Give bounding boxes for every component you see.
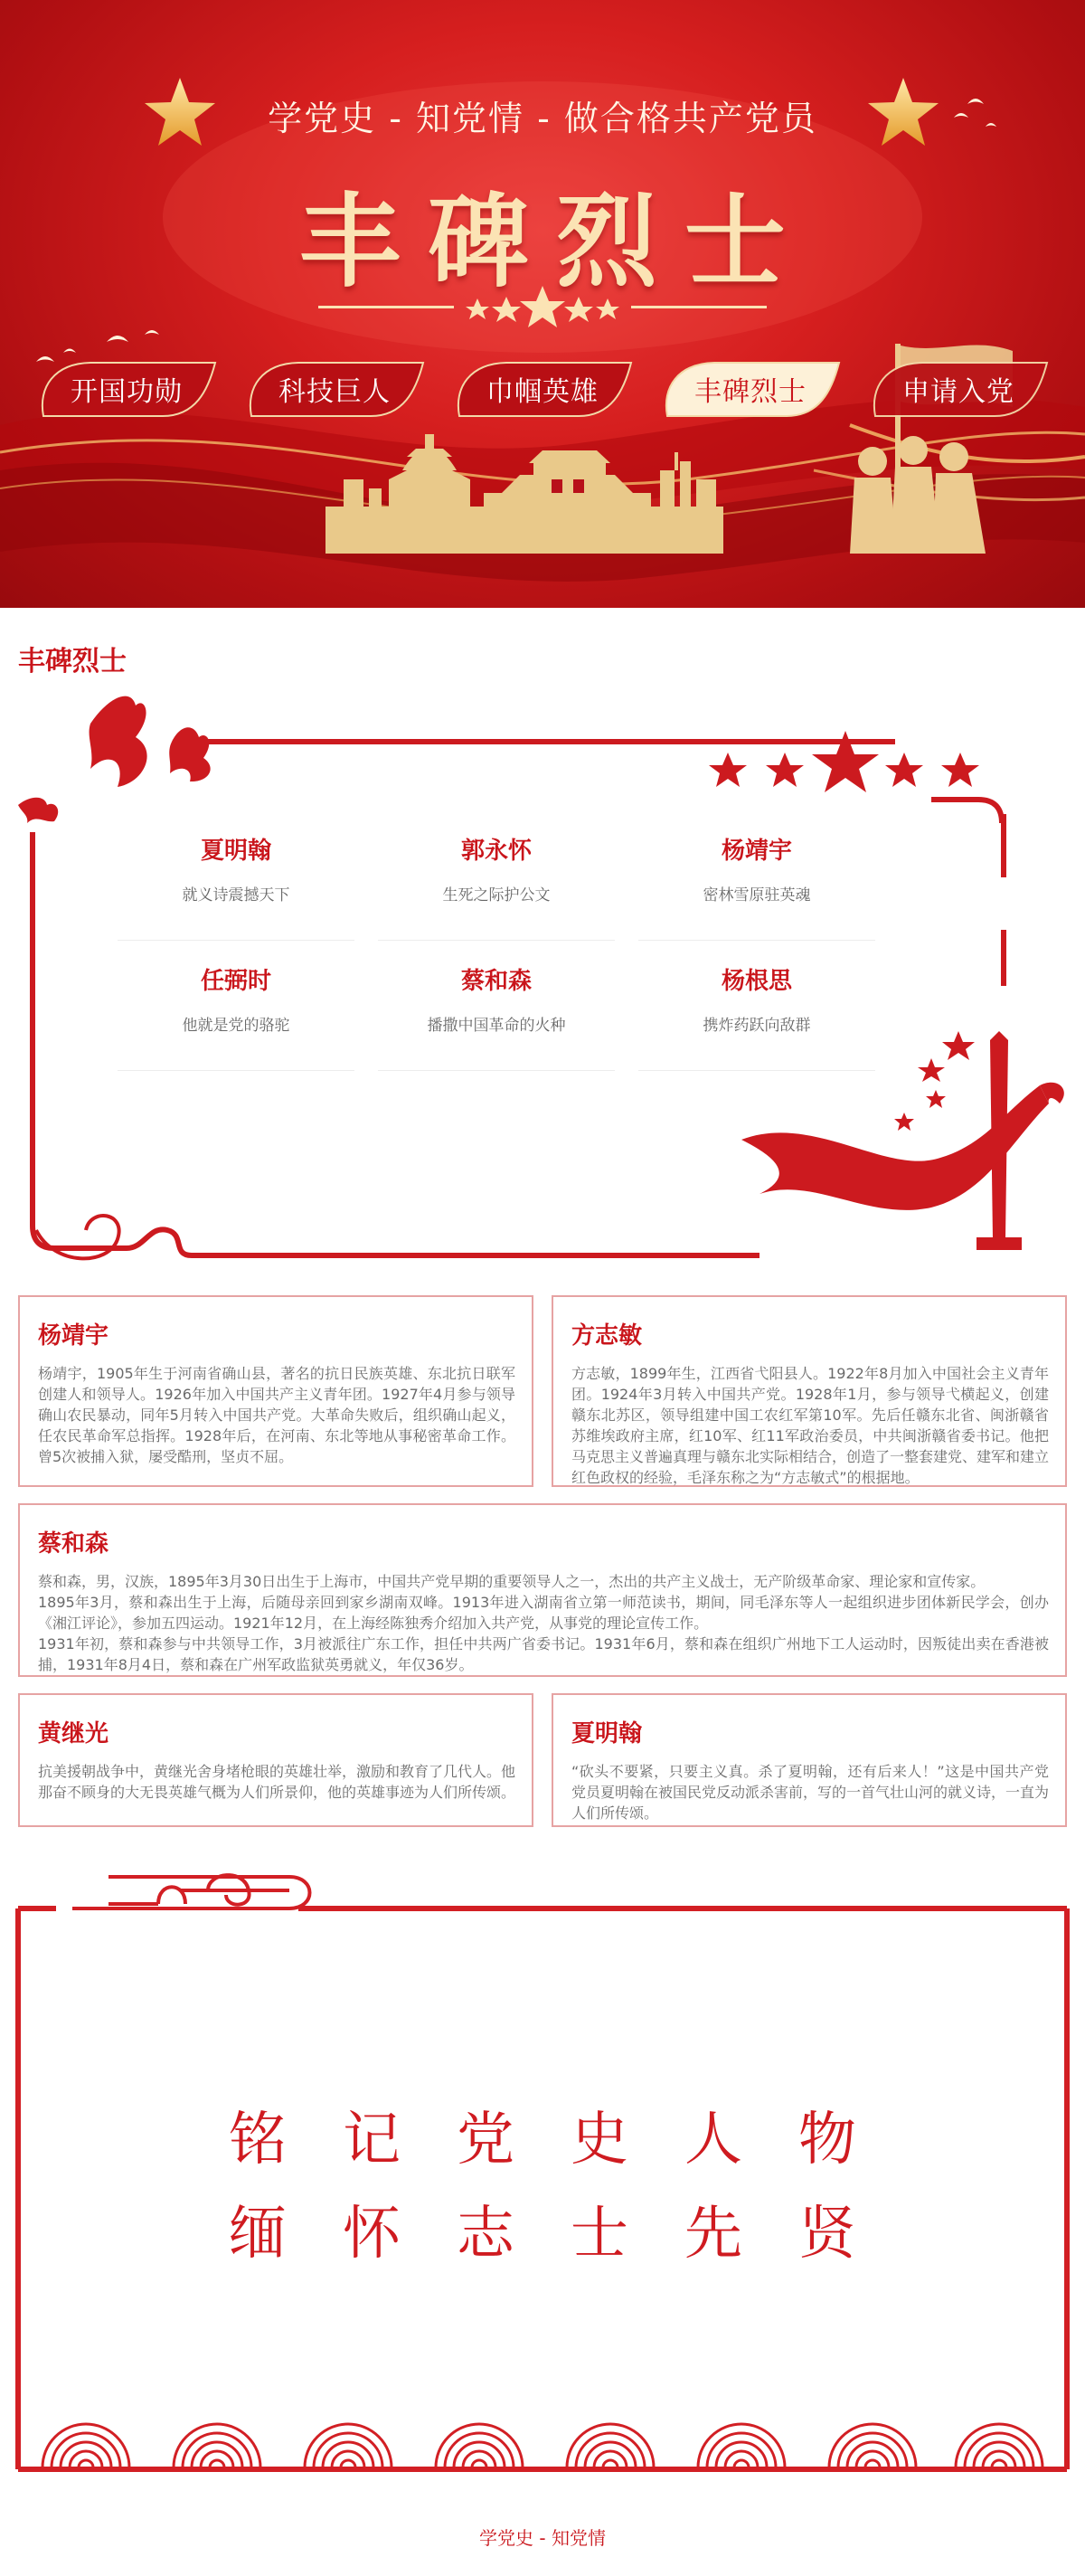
bio-text: 1895年3月，蔡和森出生于上海，后随母亲回到家乡湖南双峰。1913年进入湖南省立第一师范读书，期间，同毛泽东等人一起组织进步团体新民学会，创办《湘江评论》，参加五四运动。1921年12月，在上海经陈独秀介绍加入共产党，从事党的理论宣传工作。	[38, 1594, 1049, 1632]
hero-banner	[0, 0, 1085, 608]
martyr-card[interactable]	[118, 962, 354, 1071]
bio-card-fang-zhimin	[552, 1295, 1067, 1487]
section-title: 丰碑烈士	[18, 646, 127, 677]
bio-text: 1931年初，蔡和森参与中共领导工作，3月被派往广东工作，担任中共两广省委书记。1931年6月，蔡和森在组织广州地下工人运动时，因叛徒出卖在香港被捕，1931年8月4日，蔡和森在广州军政监狱英勇就义，年仅36岁。	[38, 1635, 1049, 1673]
bio-card-huang-jiguang	[18, 1693, 533, 1827]
martyr-name: 郭永怀	[460, 838, 532, 865]
nav-tab-label: 丰碑烈士	[694, 376, 807, 408]
cloud-scroll-icon	[72, 1875, 310, 1908]
nav-tab-label: 申请入党	[902, 376, 1014, 408]
bio-card-yang-jingyu	[18, 1295, 533, 1487]
bio-name: 方志敏	[571, 1322, 643, 1350]
bio-name: 蔡和森	[38, 1530, 109, 1558]
closing-slogan-line1: 铭记党史人物	[229, 2107, 912, 2174]
doves-icon	[18, 696, 211, 823]
footer-text: 学党史 - 知党情	[479, 2527, 606, 2549]
martyr-card[interactable]	[378, 962, 615, 1071]
martyr-card[interactable]	[118, 832, 354, 941]
nav-tab-science-giants[interactable]	[244, 360, 425, 418]
bio-name: 黄继光	[38, 1720, 109, 1747]
martyr-desc: 就义诗震撼天下	[182, 886, 290, 904]
martyr-desc: 生死之际护公文	[442, 886, 551, 904]
hero-title: 丰碑烈士	[299, 184, 813, 301]
bio-card-xia-minghan	[552, 1693, 1067, 1827]
martyr-card[interactable]	[638, 962, 875, 1071]
nav-tab-heroines[interactable]	[452, 360, 633, 418]
bio-name: 夏明翰	[571, 1720, 643, 1747]
nav-tab-founding-heroes[interactable]	[36, 360, 217, 418]
closing-slogan-line2: 缅怀志士先贤	[229, 2201, 912, 2268]
martyr-card[interactable]	[378, 832, 615, 941]
martyr-name: 蔡和森	[460, 968, 532, 995]
bio-text: 方志敏，1899年生，江西省弋阳县人。1922年8月加入中国社会主义青年团。1924年3月转入中国共产党。1928年1月，参与领导弋横起义，创建赣东北苏区，领导组建中国工农红军第10军。先后任赣东北省、闽浙赣省苏维埃政府主席，红10军、红11军政治委员，中共闽浙赣省委书记。他把马克思主义普遍真理与赣东北实际相结合，创造了一整套建党、建军和建立红色政权的经验，毛泽东称之为“方志敏式”的根据地。	[571, 1365, 1050, 1486]
category-nav	[0, 360, 1085, 423]
martyr-desc: 他就是党的骆驼	[182, 1017, 290, 1035]
martyr-frame	[0, 687, 1085, 1275]
decorative-frame	[0, 1854, 1085, 2505]
martyr-name: 杨根思	[721, 968, 792, 995]
wave-pattern-icon	[42, 2424, 1043, 2467]
bio-text: “砍头不要紧，只要主义真。杀了夏明翰，还有后来人！”这是中国共产党党员夏明翰在被国民党反动派杀害前，写的一首气壮山河的就义诗，一直为人们所传颂。	[571, 1763, 1050, 1822]
bio-card-cai-hesen	[18, 1503, 1067, 1677]
martyr-desc: 携炸药跃向敌群	[703, 1017, 811, 1035]
bio-text: 杨靖宇，1905年生于河南省确山县，著名的抗日民族英雄、东北抗日联军创建人和领导人。1926年加入中国共产主义青年团。1927年4月参与领导确山农民暴动，同年5月转入中国共产党。大革命失败后，组织确山起义，任农民革命军总指挥。1928年后，在河南、东北等地从事秘密革命工作。曾5次被捕入狱，屡受酷刑，坚贞不屈。	[38, 1365, 515, 1465]
martyr-name: 杨靖宇	[721, 838, 792, 865]
nav-tab-label: 科技巨人	[278, 376, 391, 408]
nav-tab-label: 开国功勋	[71, 376, 183, 408]
nav-tab-martyrs[interactable]	[660, 360, 841, 418]
bio-text: 蔡和森，男，汉族，1895年3月30日出生于上海市，中国共产党早期的重要领导人之一，杰出的共产主义战士，无产阶级革命家、理论家和宣传家。	[38, 1573, 986, 1590]
martyr-name: 夏明翰	[200, 838, 271, 865]
martyr-desc: 播撒中国革命的火种	[427, 1017, 566, 1035]
nav-tab-apply-party[interactable]	[868, 360, 1049, 418]
martyr-name: 任弼时	[200, 968, 271, 995]
bio-text: 抗美援朝战争中，黄继光舍身堵枪眼的英雄壮举，激励和教育了几代人。他那奋不顾身的大无畏英雄气概为人们所景仰，他的英雄事迹为人们所传颂。	[38, 1763, 516, 1801]
nav-tab-label: 巾帼英雄	[486, 376, 599, 408]
hero-subtitle: 学党史 - 知党情 - 做合格共产党员	[268, 99, 817, 138]
closing-frame	[0, 1854, 1085, 2505]
martyr-desc: 密林雪原驻英魂	[703, 886, 811, 904]
bio-name: 杨靖宇	[38, 1322, 109, 1350]
martyr-card[interactable]	[638, 832, 875, 941]
